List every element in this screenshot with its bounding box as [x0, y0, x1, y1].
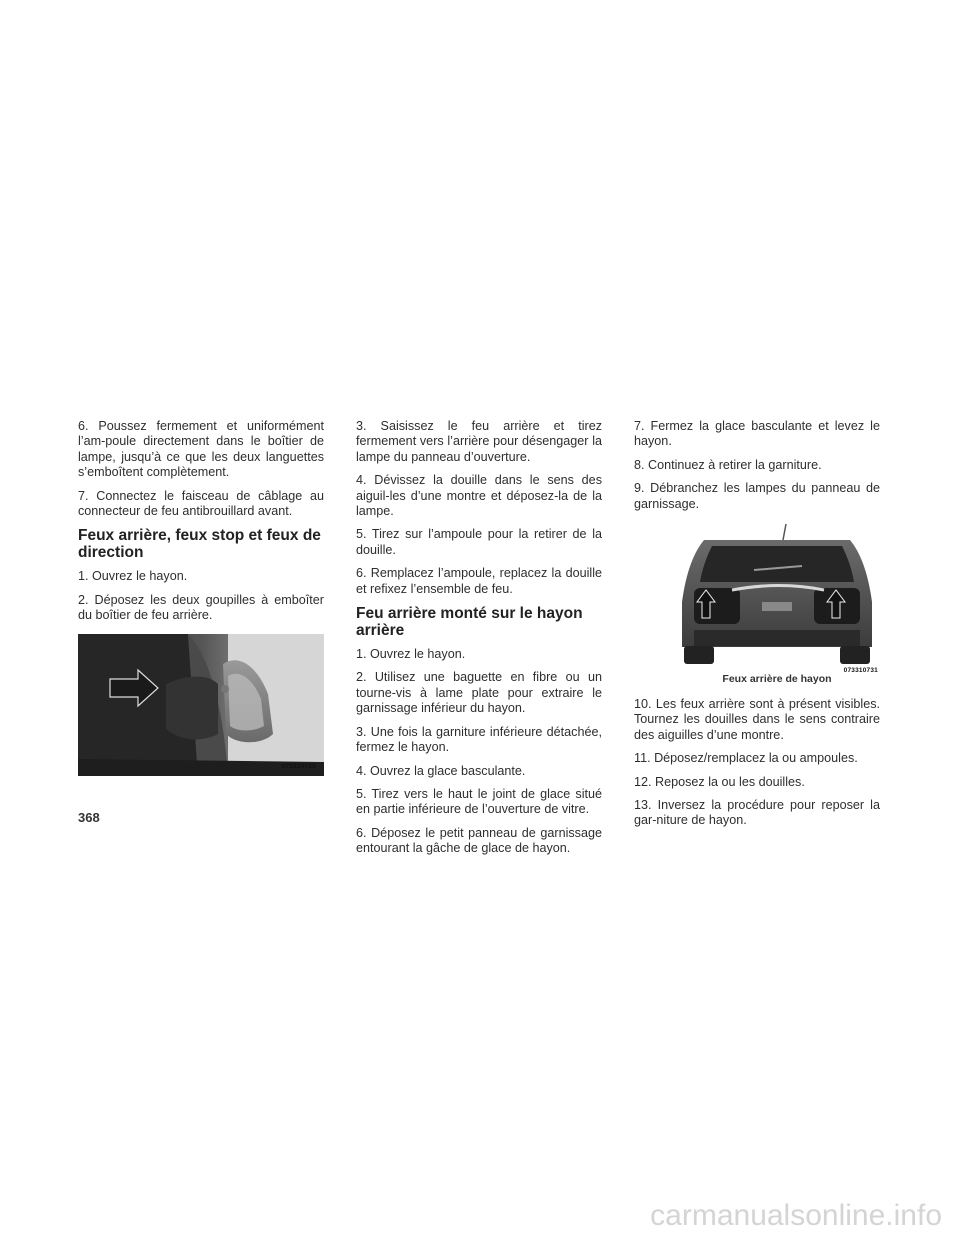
tail-lamp-photo — [78, 634, 324, 776]
step-6-paragraph: 6. Remplacez l’ampoule, replacez la douille et refixez l’ensemble de feu. — [356, 566, 602, 596]
step-6-paragraph: 6. Poussez fermement et uniformément l’am-poule directement dans le boîtier de lampe, jusqu’à ce que les deux languettes s’emboîtent complètement. — [78, 419, 324, 480]
liftgate-step-10: 10. Les feux arrière sont à présent visibles. Tournez les douilles dans le sens contraire des aiguilles d’une montre. — [634, 697, 880, 742]
figure-caption: Feux arrière de hayon — [722, 673, 832, 686]
column-3 — [634, 419, 880, 837]
column-1 — [78, 419, 324, 776]
step-5-paragraph: 5. Tirez sur l’ampoule pour la retirer de la douille. — [356, 527, 602, 557]
step-3-paragraph: 3. Saisissez le feu arrière et tirez fermement vers l’arrière pour désengager la lampe du panneau d’ouverture. — [356, 419, 602, 464]
liftgate-step-12: 12. Reposez la ou les douilles. — [634, 774, 805, 789]
liftgate-step-5: 5. Tirez vers le haut le joint de glace situé en partie inférieure de l’ouverture de vitre. — [356, 786, 602, 817]
liftgate-step-3: 3. Une fois la garniture inférieure détachée, fermez le hayon. — [356, 724, 602, 755]
column-2 — [356, 419, 602, 865]
section-heading-liftgate-lamp: Feu arrière monté sur le hayon arrière — [356, 605, 583, 640]
watermark[interactable]: carmanualsonline.info — [650, 1199, 942, 1232]
liftgate-step-1: 1. Ouvrez le hayon. — [356, 647, 466, 662]
liftgate-step-6: 6. Déposez le petit panneau de garnissage entourant la gâche de glace de hayon. — [356, 825, 602, 856]
section-heading-rear-lights: Feux arrière, feux stop et feux de direction — [78, 527, 321, 562]
liftgate-photo — [674, 522, 880, 675]
figure-code: 073310731 — [843, 667, 878, 675]
page-number: 368 — [78, 810, 100, 825]
figure-code: 073310728 — [281, 762, 316, 770]
liftgate-step-13: 13. Inversez la procédure pour reposer la gar-niture de hayon. — [634, 798, 880, 828]
liftgate-step-4: 4. Ouvrez la glace basculante. — [356, 763, 526, 778]
liftgate-step-7: 7. Fermez la glace basculante et levez le hayon. — [634, 419, 880, 449]
liftgate-step-8: 8. Continuez à retirer la garniture. — [634, 457, 822, 472]
step-4-paragraph: 4. Dévissez la douille dans le sens des aiguil-les d’une montre et déposez-la de la lampe. — [356, 473, 602, 519]
liftgate-step-2: 2. Utilisez une baguette en fibre ou un tourne-vis à lame plate pour extraire le garnissage inférieur du hayon. — [356, 670, 602, 716]
step-7-paragraph: 7. Connectez le faisceau de câblage au connecteur de feu antibrouillard avant. — [78, 488, 324, 519]
step-1-paragraph: 1. Ouvrez le hayon. — [78, 569, 188, 584]
liftgate-step-9: 9. Débranchez les lampes du panneau de garnissage. — [634, 481, 880, 511]
step-2-paragraph: 2. Déposez les deux goupilles à emboîter du boîtier de feu arrière. — [78, 592, 324, 623]
liftgate-step-11: 11. Déposez/remplacez la ou ampoules. — [634, 751, 858, 766]
